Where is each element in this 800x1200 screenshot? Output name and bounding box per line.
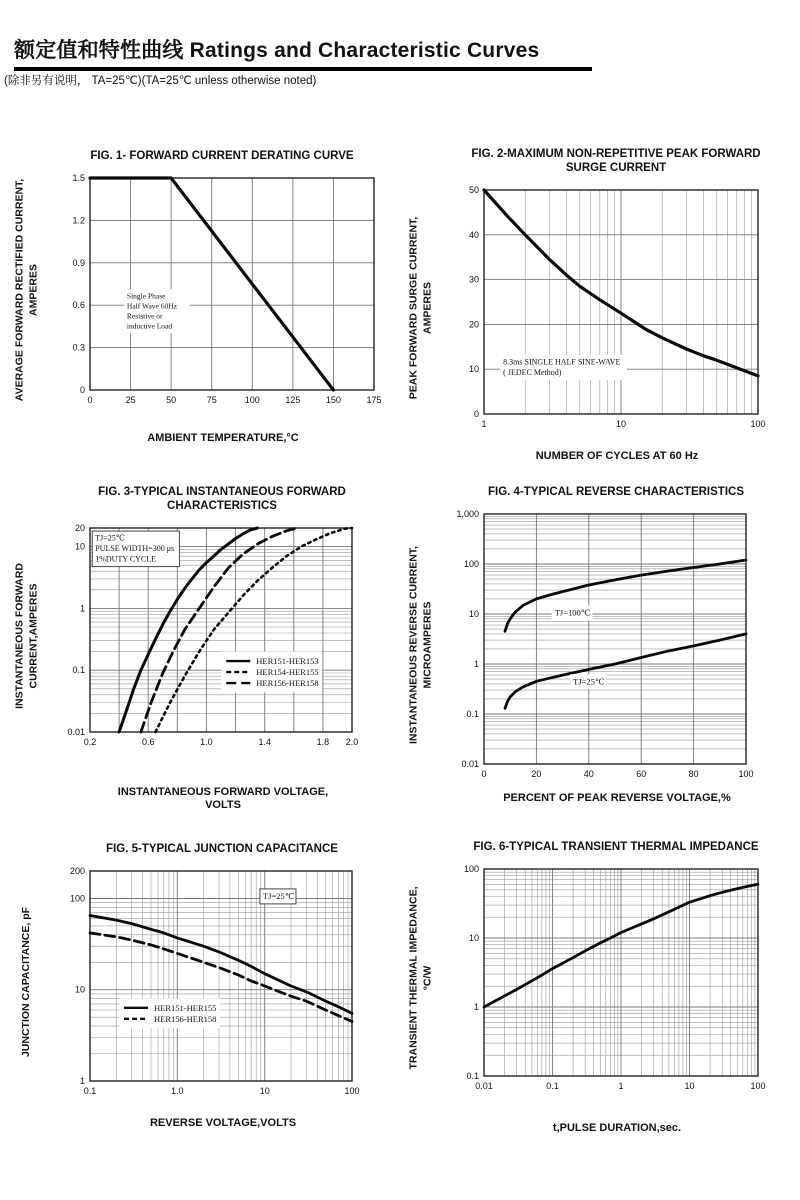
fig2-y-axis-label: PEAK FORWARD SURGE CURRENT, AMPERES	[407, 216, 433, 399]
svg-text:0.1: 0.1	[546, 1080, 559, 1091]
fig3-title: FIG. 3-TYPICAL INSTANTANEOUS FORWARD	[98, 486, 346, 498]
fig2-title: FIG. 2-MAXIMUM NON-REPETITIVE PEAK FORWARD	[471, 148, 761, 160]
svg-text:100: 100	[463, 558, 479, 569]
svg-text:1.8: 1.8	[316, 736, 330, 747]
svg-text:0.01: 0.01	[461, 758, 479, 769]
fig4-chart-canvas	[440, 506, 758, 784]
svg-text:0.1: 0.1	[466, 708, 479, 719]
svg-text:100: 100	[750, 1080, 766, 1091]
figure-6	[402, 841, 794, 1136]
svg-text:1.5: 1.5	[72, 172, 85, 183]
svg-text:HER151-HER153: HER151-HER153	[256, 655, 319, 666]
svg-text:80: 80	[688, 768, 699, 779]
svg-text:0: 0	[87, 394, 93, 405]
svg-text:175: 175	[366, 394, 382, 405]
svg-text:0.1: 0.1	[72, 664, 85, 675]
figure-5	[8, 843, 400, 1131]
svg-text:HER156-HER158: HER156-HER158	[256, 677, 319, 688]
svg-text:1.2: 1.2	[72, 215, 85, 226]
svg-text:10: 10	[74, 984, 85, 995]
svg-text:1.4: 1.4	[258, 736, 271, 747]
svg-text:0.1: 0.1	[466, 1070, 479, 1081]
svg-text:40: 40	[583, 768, 594, 779]
fig4-x-axis-label: PERCENT OF PEAK REVERSE VOLTAGE,%	[503, 791, 731, 804]
fig2-title-line2: SURGE CURRENT	[565, 161, 667, 174]
fig5-y-axis-label: JUNCTION CAPACITANCE, pF	[20, 906, 33, 1057]
fig4-title: FIG. 4-TYPICAL REVERSE CHARACTERISTICS	[487, 486, 744, 498]
svg-text:0.01: 0.01	[475, 1080, 493, 1091]
figure-2	[402, 148, 794, 463]
fig3-chart-canvas	[46, 520, 364, 752]
svg-text:100: 100	[463, 863, 479, 874]
figure-4	[402, 486, 794, 806]
svg-text:10: 10	[74, 541, 85, 552]
svg-text:10: 10	[615, 418, 627, 429]
svg-text:0: 0	[79, 384, 85, 395]
svg-text:HER154-HER155: HER154-HER155	[256, 666, 319, 677]
fig2-chart-canvas	[440, 182, 770, 434]
svg-text:0: 0	[481, 768, 487, 779]
svg-text:( JEDEC Method): ( JEDEC Method)	[503, 367, 562, 377]
svg-text:TJ=25℃: TJ=25℃	[95, 533, 125, 543]
fig6-x-axis-label: t,PULSE DURATION,sec.	[552, 1121, 682, 1134]
svg-text:1: 1	[473, 1001, 479, 1012]
svg-text:0.6: 0.6	[72, 299, 85, 310]
fig6-title: FIG. 6-TYPICAL TRANSIENT THERMAL IMPEDANCE	[473, 841, 759, 853]
svg-text:1.0: 1.0	[200, 736, 213, 747]
page-subtitle: (除非另有说明， TA=25℃)(TA=25℃ unless otherwise noted)	[4, 75, 317, 87]
svg-text:50: 50	[166, 394, 177, 405]
svg-text:100: 100	[344, 1085, 360, 1096]
svg-text:0.9: 0.9	[72, 257, 85, 268]
fig1-chart-canvas	[46, 170, 386, 410]
svg-text:20: 20	[74, 522, 85, 533]
svg-text:75: 75	[206, 394, 217, 405]
fig3-x-axis-label: INSTANTANEOUS FORWARD VOLTAGE, VOLTS	[117, 785, 329, 812]
svg-text:1: 1	[481, 418, 487, 429]
fig5-chart-canvas	[46, 863, 364, 1101]
svg-text:PULSE WIDTH=300 μs: PULSE WIDTH=300 μs	[95, 543, 175, 553]
svg-text:0.3: 0.3	[72, 342, 85, 353]
svg-text:100: 100	[738, 768, 754, 779]
figure-1	[8, 150, 400, 446]
svg-text:Single Phase: Single Phase	[126, 291, 166, 301]
fig4-y-axis-label: INSTANTANEOUS REVERSE CURRENT, MICROAMPERES	[407, 545, 433, 744]
svg-text:10: 10	[468, 608, 479, 619]
svg-text:TJ=25℃: TJ=25℃	[573, 676, 605, 687]
fig6-chart-canvas	[440, 861, 770, 1096]
fig1-title: FIG. 1- FORWARD CURRENT DERATING CURVE	[90, 150, 354, 162]
page-title: 额定值和特性曲线 Ratings and Characteristic Curves	[14, 34, 592, 71]
figure-3	[8, 486, 400, 813]
svg-text:200: 200	[69, 865, 85, 876]
svg-text:Resistive or: Resistive or	[126, 311, 163, 321]
svg-text:0: 0	[473, 408, 479, 419]
svg-text:100: 100	[750, 418, 766, 429]
svg-text:20: 20	[531, 768, 542, 779]
fig6-y-axis-label: TRANSIENT THERMAL IMPEDANCE, °C/W	[407, 886, 433, 1070]
svg-text:125: 125	[285, 394, 301, 405]
svg-text:0.1: 0.1	[83, 1085, 97, 1096]
svg-text:1.0: 1.0	[171, 1085, 184, 1096]
svg-text:TJ=25℃: TJ=25℃	[262, 890, 295, 901]
svg-text:10: 10	[684, 1080, 695, 1091]
svg-text:1,000: 1,000	[456, 508, 479, 519]
svg-text:1: 1	[79, 1075, 85, 1086]
svg-text:10: 10	[259, 1085, 270, 1096]
svg-text:10: 10	[468, 363, 479, 374]
fig2-x-axis-label: NUMBER OF CYCLES AT 60 Hz	[535, 449, 699, 462]
svg-text:1%DUTY CYCLE: 1%DUTY CYCLE	[95, 554, 157, 564]
svg-text:30: 30	[468, 274, 479, 285]
svg-text:1: 1	[618, 1080, 624, 1091]
fig1-x-axis-label: AMBIENT TEMPERATURE,°C	[147, 431, 299, 444]
svg-text:25: 25	[125, 394, 136, 405]
svg-text:8.3ms SINGLE HALF SINE-WAVE: 8.3ms SINGLE HALF SINE-WAVE	[503, 356, 621, 366]
svg-text:40: 40	[468, 229, 479, 240]
svg-text:100: 100	[69, 893, 85, 904]
svg-text:HER156-HER158: HER156-HER158	[154, 1013, 217, 1024]
page-header	[14, 34, 592, 71]
svg-text:HER151-HER155: HER151-HER155	[154, 1002, 217, 1013]
svg-text:10: 10	[468, 932, 479, 943]
svg-text:20: 20	[468, 318, 479, 329]
svg-text:100: 100	[244, 394, 260, 405]
svg-text:1: 1	[473, 658, 479, 669]
svg-text:0.01: 0.01	[67, 726, 85, 737]
svg-text:60: 60	[636, 768, 647, 779]
svg-text:Half Wave 60Hz: Half Wave 60Hz	[126, 301, 177, 311]
fig5-title: FIG. 5-TYPICAL JUNCTION CAPACITANCE	[106, 843, 338, 855]
svg-text:inductive Load: inductive Load	[126, 321, 173, 331]
svg-text:150: 150	[325, 394, 341, 405]
svg-text:0.2: 0.2	[83, 736, 97, 747]
svg-text:TJ=100℃: TJ=100℃	[554, 607, 591, 618]
fig3-y-axis-label: INSTANTANEOUS FORWARD CURRENT,AMPERES	[13, 562, 39, 709]
svg-text:50: 50	[468, 184, 479, 195]
fig1-y-axis-label: AVERAGE FORWARD RECTIFIED CURRENT, AMPERES	[13, 178, 39, 402]
svg-text:1: 1	[79, 602, 85, 613]
fig5-x-axis-label: REVERSE VOLTAGE,VOLTS	[149, 1116, 297, 1129]
svg-text:0.6: 0.6	[141, 736, 155, 747]
fig3-title-line2: CHARACTERISTICS	[167, 499, 277, 512]
svg-text:2.0: 2.0	[345, 736, 359, 747]
